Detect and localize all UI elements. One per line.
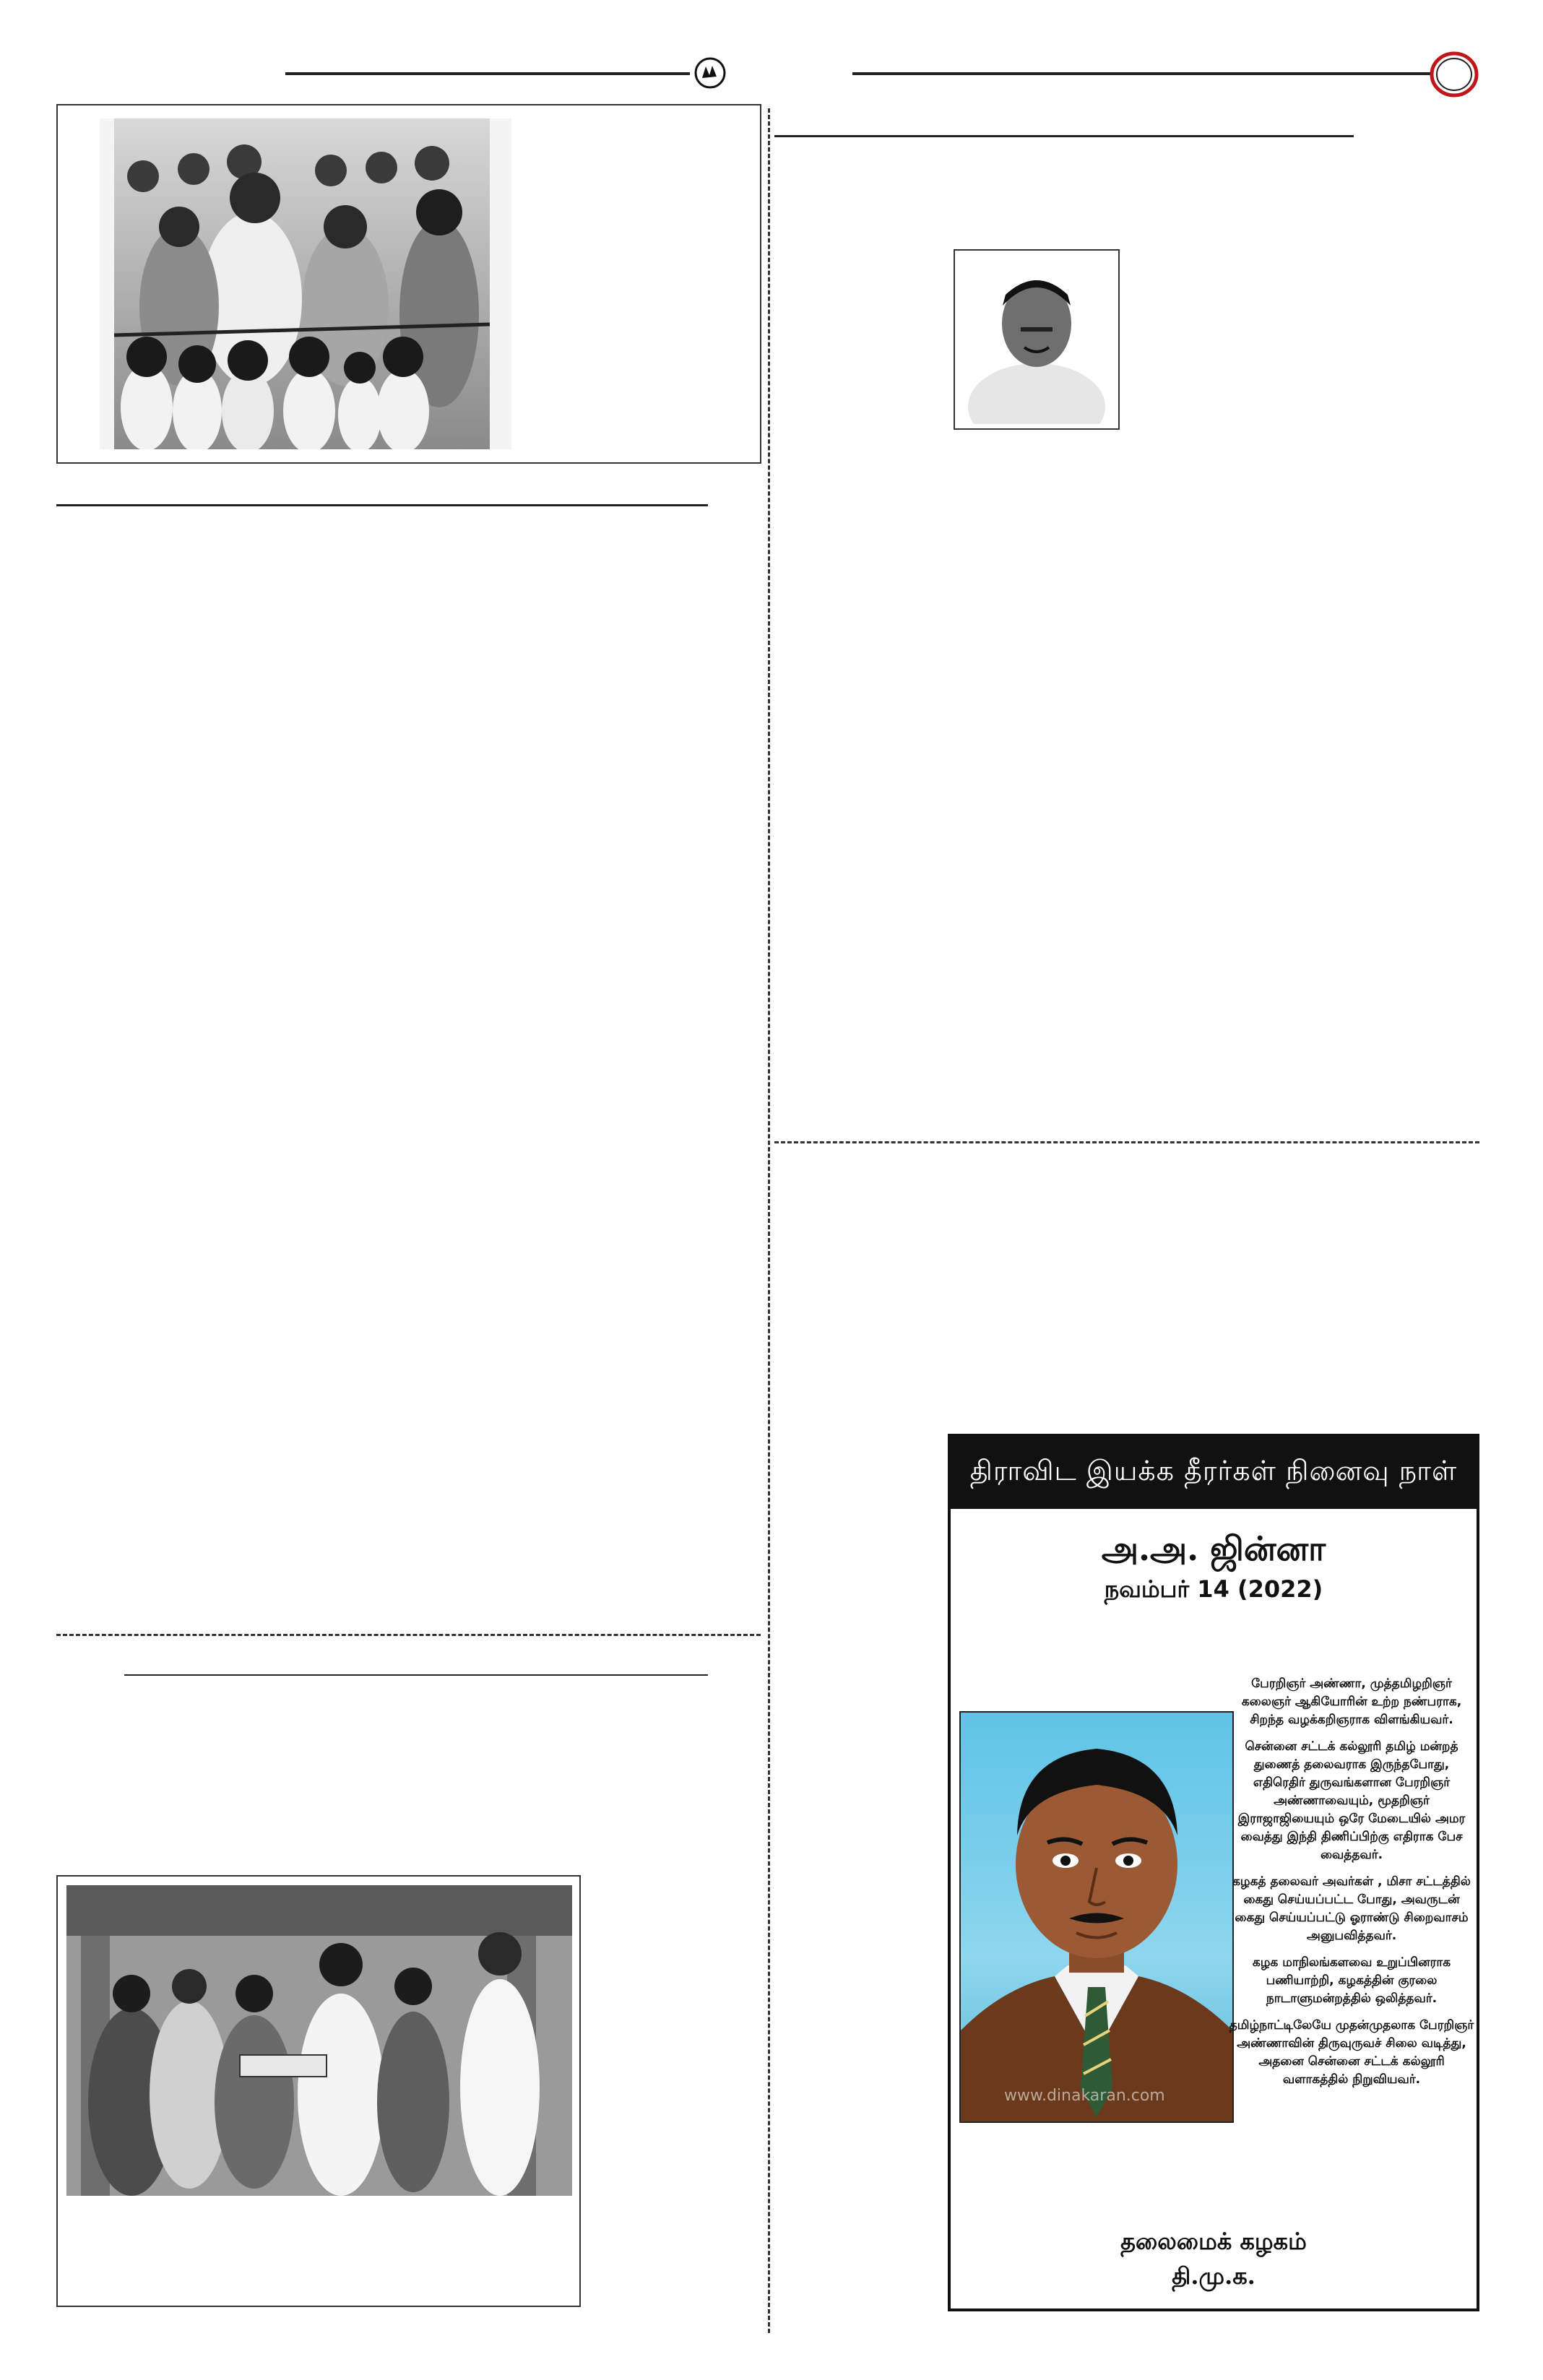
memorial-bio-paragraph: கழகத் தலைவர் அவர்கள் , மிசா சட்டத்தில் கைது செய்யப்பட்ட போது, அவருடன் கைது செய்யப்பட்டு ஓராண்டு சிறைவாசம் அனுபவித்தவர். xyxy=(1232,1874,1471,1943)
memorial-bio-paragraph: தமிழ்நாட்டிலேயே முதன்முதலாக பேரறிஞர் அண்ணாவின் திருவுருவச் சிலை வடித்து, அதனை சென்னை சட்டக் கல்லூரி வளாகத்தில் நிறுவியவர். xyxy=(1229,2018,1474,2087)
memorial-bio-paragraph: சென்னை சட்டக் கல்லூரி தமிழ் மன்றத் துணைத் தலைவராக இருந்தபோது, எதிரெதிர் துருவங்களான பேரறிஞர் அண்ணாவையும், மூதறிஞர் இராஜாஜியையும் ஒரே மேடையில் அமர வைத்து இந்தி திணிப்பிற்கு எதிராக பேச வைத்தவர். xyxy=(1237,1739,1466,1862)
memorial-bio-paragraph: கழக மாநிலங்களவை உறுப்பினராக பணியாற்றி, கழகத்தின் குரலை நாடாளுமன்றத்தில் ஒலித்தவர். xyxy=(1252,1955,1451,2006)
left-section-divider xyxy=(56,1634,761,1636)
distribution-photo xyxy=(66,1885,572,2196)
column-divider xyxy=(768,108,770,2333)
memorial-bio xyxy=(1227,1675,1477,2098)
memorial-name: அ.அ. ஜின்னா xyxy=(1101,1529,1326,1568)
left-headline-rule xyxy=(56,504,708,506)
memorial-advertisement xyxy=(948,1434,1479,2311)
party-emblem-icon xyxy=(693,56,727,90)
page-number-ring-icon xyxy=(1429,51,1479,98)
memorial-portrait xyxy=(959,1711,1234,2123)
masthead-rule-left xyxy=(285,72,690,75)
memorial-bio-paragraph: பேரறிஞர் அண்ணா, முத்தமிழறிஞர் கலைஞர் ஆகியோரின் உற்ற நண்பராக, சிறந்த வழக்கறிஞராக விளங்கியவர். xyxy=(1241,1676,1462,1727)
memorial-date: நவம்பர் 14 (2022) xyxy=(1104,1575,1323,1603)
memorial-footer xyxy=(951,2224,1477,2293)
right-headline-rule xyxy=(774,135,1354,137)
memorial-footer-line2: தி.மு.க. xyxy=(1172,2262,1255,2290)
left-second-headline-rule xyxy=(124,1674,708,1676)
masthead-rule-right xyxy=(852,72,1430,75)
mugshot-frame xyxy=(954,249,1120,430)
photo-frame-ribbon-cutting xyxy=(56,104,761,464)
memorial-header: திராவிட இயக்க தீரர்கள் நினைவு நாள் xyxy=(951,1437,1477,1509)
photo-frame-distribution xyxy=(56,1875,581,2307)
memorial-footer-line1: தலைமைக் கழகம் xyxy=(1120,2228,1307,2255)
mugshot-photo xyxy=(959,255,1114,424)
ribbon-cutting-photo xyxy=(100,118,511,449)
portrait-watermark: www.dinakaran.com xyxy=(1004,2087,1165,2105)
right-section-divider xyxy=(774,1141,1479,1143)
